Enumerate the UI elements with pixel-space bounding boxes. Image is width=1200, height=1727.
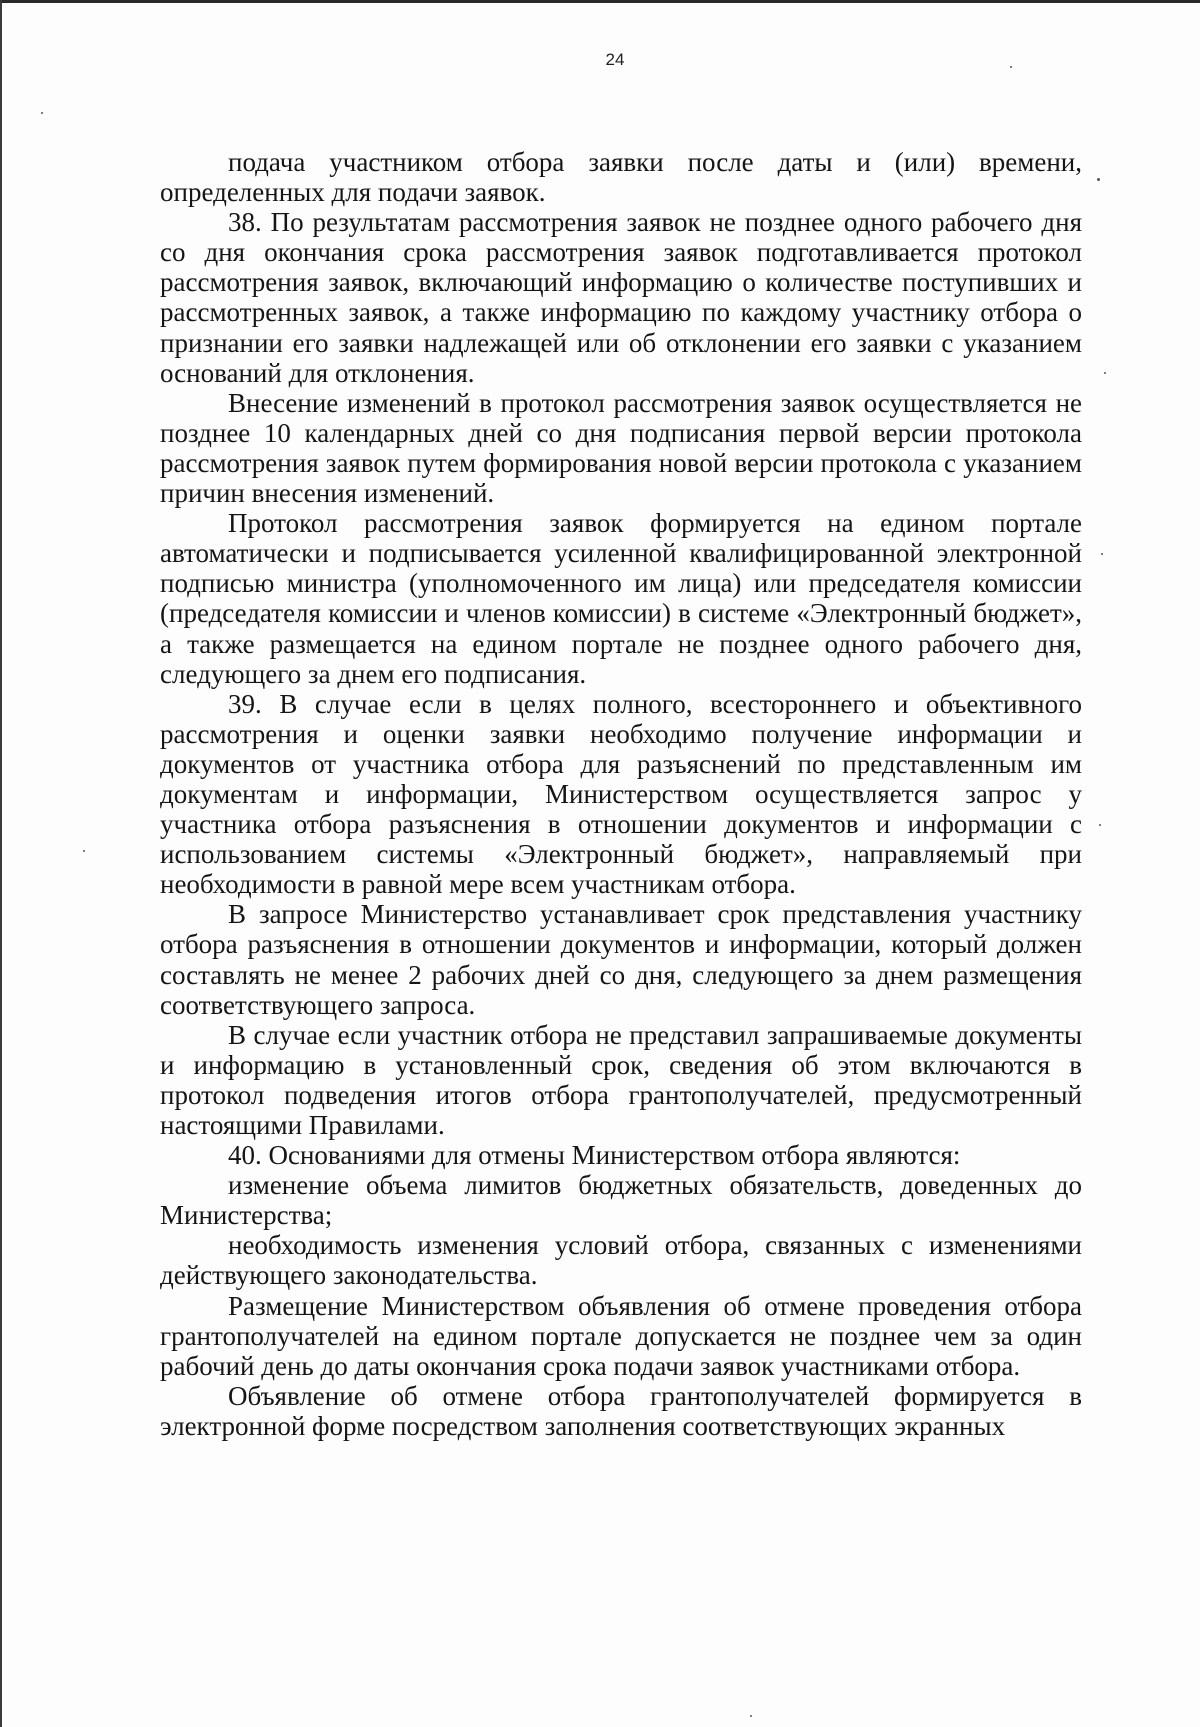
paragraph-cancel-form: Объявление об отмене отбора грантополучателей формируется в электронной форме посредством заполнения соответствующих экранных [160,1380,1082,1441]
scan-speck [1097,178,1100,181]
scan-speck [1099,824,1101,826]
paragraph-missing-documents: В случае если участник отбора не представил запрашиваемые документы и информацию в установленный срок, сведения об этом включаются в протокол подведения итогов отбора грантополучателей, предусмотренный настоящими Правилами. [160,1019,1082,1140]
scan-speck [1104,372,1106,374]
scan-speck [1101,553,1103,555]
page-number: 24 [605,50,625,69]
document-body [160,147,1082,1441]
paragraph-clause-39: 39. В случае если в целях полного, всестороннего и объективного рассмотрения и оценки заявки необходимо получение информации и документов от участника отбора для разъяснений по представленным им документам и информации, Министерством осуществляется запрос у участника отбора разъяснения в отношении документов и информации с использованием системы «Электронный бюджет», направляемый при необходимости в равной мере всем участникам отбора. [160,688,1082,900]
scan-speck [83,850,85,852]
scan-speck [1010,66,1012,68]
paragraph-clause-40: 40. Основаниями для отмены Министерством отбора являются: [228,1140,961,1171]
paragraph-cancel-reason-limits: изменение объема лимитов бюджетных обязательств, доведенных до Министерства; [160,1170,1082,1231]
scan-speck [41,112,43,114]
scan-left-edge [0,0,2,1727]
paragraph-protocol-changes: Внесение изменений в протокол рассмотрения заявок осуществляется не позднее 10 календарных дней со дня подписания первой версии протокола рассмотрения заявок путем формирования новой версии протокола с указанием причин внесения изменений. [160,387,1082,509]
scan-speck [750,1715,752,1717]
paragraph-continuation: подача участником отбора заявки после даты и (или) времени, определенных для подачи заявок. [160,147,1082,208]
paragraph-cancel-reason-law: необходимость изменения условий отбора, связанных с изменениями действующего законодательства. [160,1230,1082,1291]
paragraph-request-deadline: В запросе Министерство устанавливает срок представления участнику отбора разъяснения в отношении документов и информации, который должен составлять не менее 2 рабочих дней со дня, следующего за днем размещения соответствующего запроса. [160,899,1082,1020]
paragraph-protocol-signing: Протокол рассмотрения заявок формируется на едином портале автоматически и подписывается усиленной квалифицированной электронной подписью министра (уполномоченного им лица) или председателя комиссии (председателя комиссии и членов комиссии) в системе «Электронный бюджет», а также размещается на едином портале не позднее одного рабочего дня, следующего за днем его подписания. [160,508,1082,689]
paragraph-cancel-announcement: Размещение Министерством объявления об отмене проведения отбора грантополучателей на едином портале допускается не позднее чем за один рабочий день до даты окончания срока подачи заявок участниками отбора. [160,1290,1082,1381]
scan-top-edge [0,0,1200,3]
paragraph-clause-38: 38. По результатам рассмотрения заявок не позднее одного рабочего дня со дня окончания срока рассмотрения заявок подготавливается протокол рассмотрения заявок, включающий информацию о количестве поступивших и рассмотренных заявок, а также информацию по каждому участнику отбора о признании его заявки надлежащей или об отклонении его заявки с указанием оснований для отклонения. [160,207,1082,388]
